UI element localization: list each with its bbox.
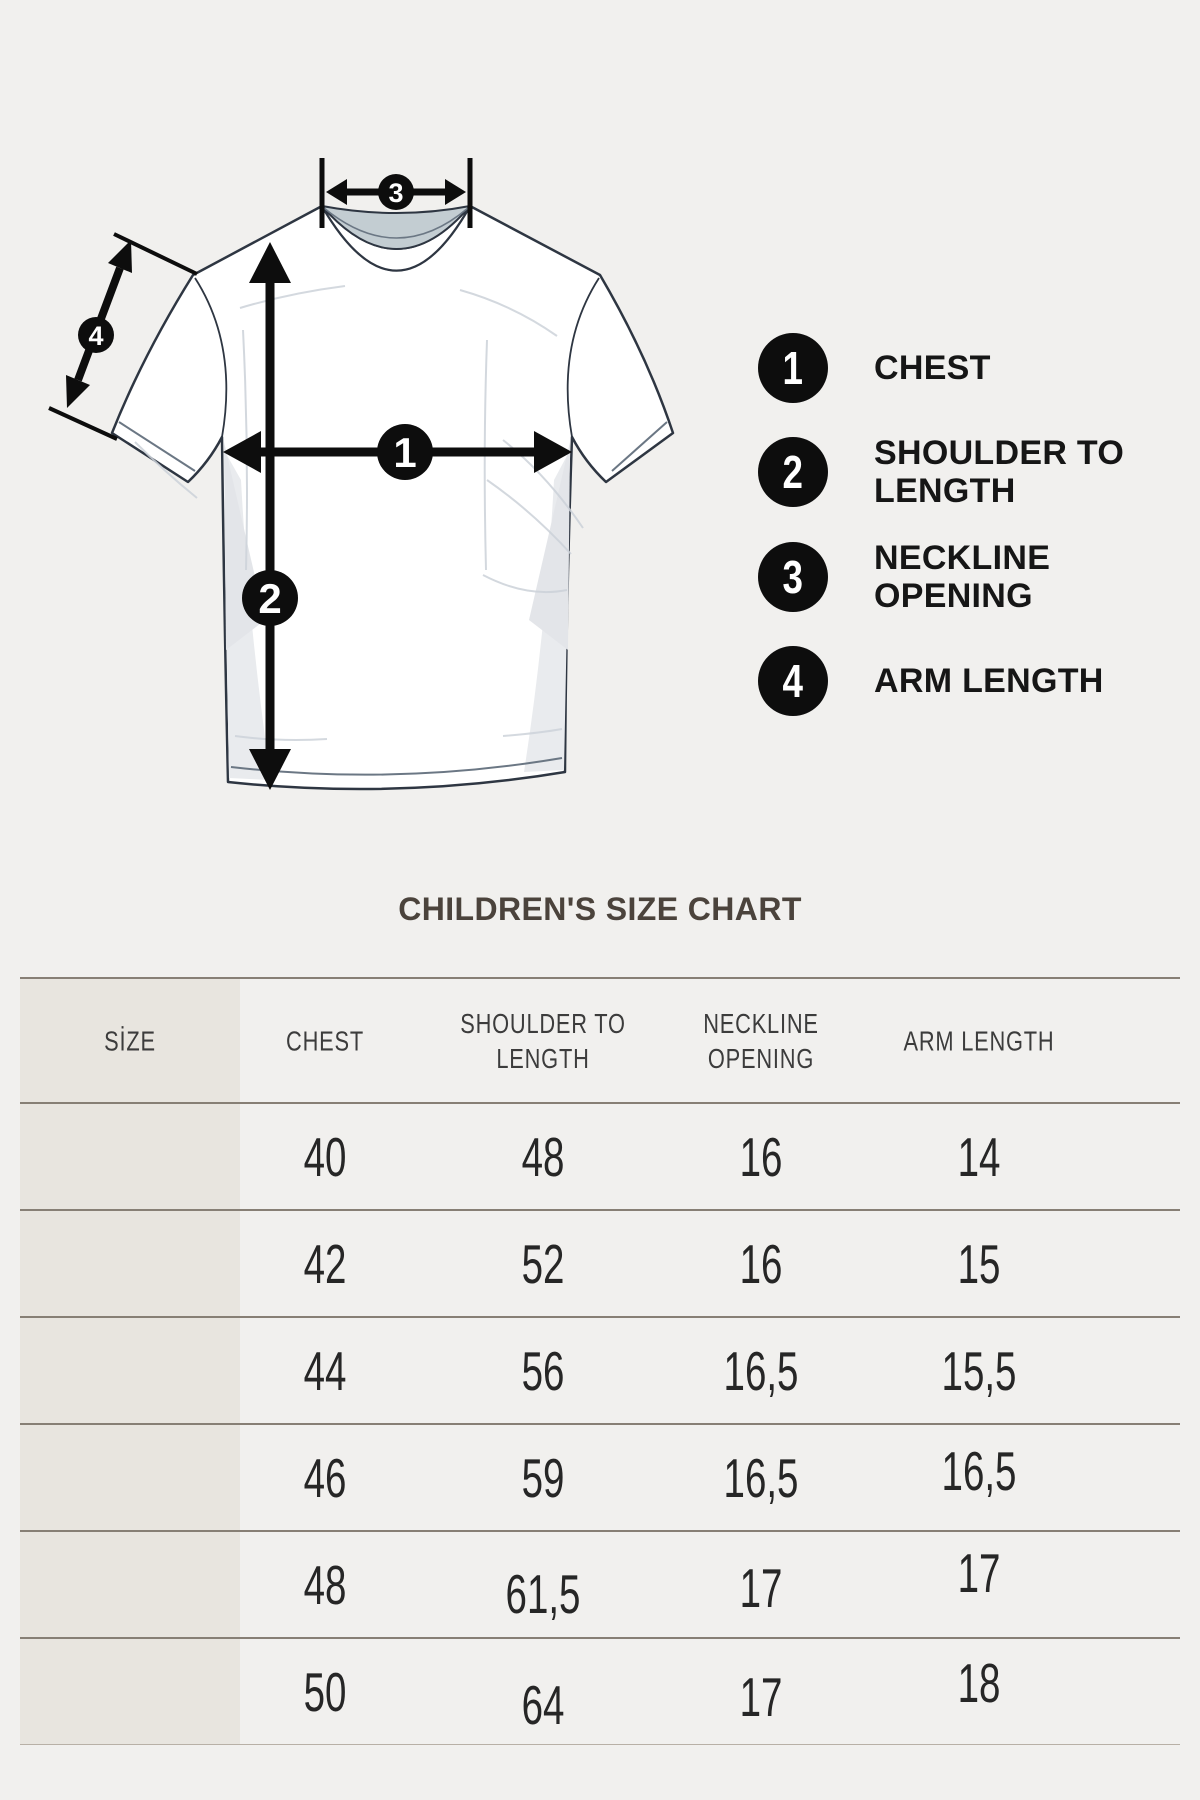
table-row <box>20 1532 1180 1639</box>
svg-text:2: 2 <box>258 575 282 622</box>
cell-neckline-opening: 16 <box>739 1125 783 1188</box>
legend-label-shoulder-to-length: SHOULDER TO LENGTH <box>874 434 1125 510</box>
svg-text:3: 3 <box>388 178 404 208</box>
cell-chest: 44 <box>303 1339 347 1402</box>
legend-label-neckline-opening: NECKLINE OPENING <box>874 539 1051 615</box>
cell-neckline-opening: 16,5 <box>723 1339 799 1402</box>
legend-marker-2: 2 <box>758 437 828 507</box>
svg-text:4: 4 <box>88 321 104 351</box>
cell-neckline-opening: 17 <box>739 1665 783 1728</box>
legend-marker-1: 1 <box>758 333 828 403</box>
cell-shoulder-to-length: 48 <box>521 1125 565 1188</box>
header-size: SİZE <box>104 1025 156 1056</box>
legend-label-chest: CHEST <box>874 349 991 387</box>
cell-arm-length: 15 <box>957 1232 1001 1295</box>
size-table <box>20 977 1180 1745</box>
legend-item-neckline-opening <box>758 539 1189 615</box>
legend-marker-4: 4 <box>758 646 828 716</box>
table-row <box>20 1318 1180 1425</box>
header-neckline-opening: NECKLINE OPENING <box>703 1007 819 1074</box>
cell-arm-length: 16,5 <box>941 1439 1017 1502</box>
cell-shoulder-to-length: 61,5 <box>505 1562 581 1625</box>
cell-shoulder-to-length: 52 <box>521 1232 565 1295</box>
legend-item-chest <box>758 333 1189 403</box>
cell-neckline-opening: 16,5 <box>723 1446 799 1509</box>
cell-chest: 48 <box>303 1553 347 1616</box>
header-shoulder-to-length: SHOULDER TO LENGTH <box>460 1007 626 1074</box>
table-row <box>20 1639 1180 1745</box>
header-chest: CHEST <box>286 1025 364 1056</box>
legend-item-arm-length <box>758 646 1189 716</box>
cell-arm-length: 17 <box>957 1541 1001 1604</box>
table-row <box>20 1211 1180 1318</box>
cell-chest: 46 <box>303 1446 347 1509</box>
cell-neckline-opening: 16 <box>739 1232 783 1295</box>
cell-neckline-opening: 17 <box>739 1556 783 1619</box>
marker-2-shoulder-to-length <box>242 570 298 626</box>
legend-label-arm-length: ARM LENGTH <box>874 662 1104 700</box>
cell-chest: 42 <box>303 1232 347 1295</box>
page-title: CHILDREN'S SIZE CHART <box>398 891 802 927</box>
cell-chest: 50 <box>303 1660 347 1723</box>
marker-1-chest <box>377 424 433 480</box>
cell-chest: 40 <box>303 1125 347 1188</box>
cell-shoulder-to-length: 64 <box>521 1673 565 1736</box>
table-row <box>20 1104 1180 1211</box>
legend-item-shoulder-to-length <box>758 434 1189 510</box>
marker-4-arm-length <box>78 317 114 353</box>
marker-3-neckline-opening <box>378 174 414 210</box>
legend-marker-3: 3 <box>758 542 828 612</box>
cell-arm-length: 18 <box>957 1651 1001 1714</box>
svg-text:1: 1 <box>393 429 417 476</box>
cell-arm-length: 15,5 <box>941 1339 1017 1402</box>
header-arm-length: ARM LENGTH <box>903 1025 1055 1056</box>
cell-arm-length: 14 <box>957 1125 1001 1188</box>
table-row <box>20 1425 1180 1532</box>
table-header-row <box>20 979 1180 1104</box>
cell-shoulder-to-length: 56 <box>521 1339 565 1402</box>
cell-shoulder-to-length: 59 <box>521 1446 565 1509</box>
tshirt-measurement-diagram <box>35 150 695 820</box>
